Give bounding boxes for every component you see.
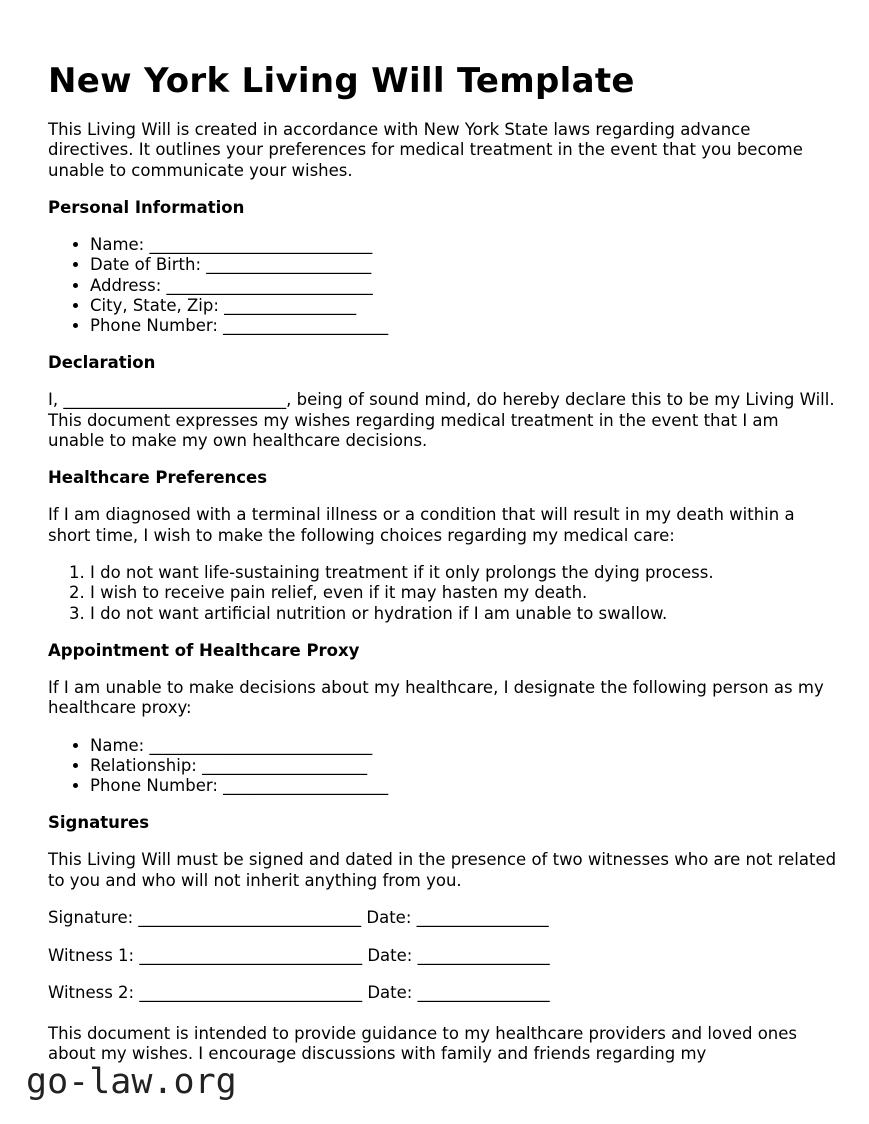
document-page bbox=[48, 58, 838, 1003]
declaration-paragraph: I, ___________________________, being of sound mind, do hereby declare this to be my Living Will. This document expresses my wishes regarding medical treatment in the event that I am unable to make my own healthcare decisions. bbox=[48, 390, 835, 451]
list-item: • City, State, Zip: ________________ bbox=[90, 296, 838, 316]
signatures-paragraph: This Living Will must be signed and dated in the presence of two witnesses who are not related to you and who will not inherit anything from you. bbox=[48, 850, 837, 890]
list-item: • Relationship: ____________________ bbox=[90, 756, 838, 776]
closing-paragraph: This document is intended to provide guidance to my healthcare providers and loved ones about my wishes. I encourage discussions with family and friends regarding my bbox=[48, 1024, 798, 1064]
proxy-paragraph: If I am unable to make decisions about my healthcare, I designate the following person as my healthcare proxy: bbox=[48, 677, 824, 718]
intro-paragraph: This Living Will is created in accordance with New York State laws regarding advance directives. It outlines your preferences for medical treatment in the event that you become unable to communicate your wishes. bbox=[48, 120, 803, 180]
page-title: New York Living Will Template bbox=[48, 61, 635, 101]
personal-info-list bbox=[48, 235, 838, 336]
signatures-heading: Signatures bbox=[48, 813, 150, 833]
preferences-heading: Healthcare Preferences bbox=[48, 468, 268, 488]
list-item: 3. I do not want artificial nutrition or hydration if I am unable to swallow. bbox=[90, 604, 838, 624]
list-item: • Name: ___________________________ bbox=[90, 235, 838, 255]
personal-info-heading: Personal Information bbox=[48, 198, 245, 218]
list-item: • Address: _________________________ bbox=[90, 276, 838, 296]
preferences-paragraph: If I am diagnosed with a terminal illness or a condition that will result in my death within a short time, I wish to make the following choices regarding my medical care: bbox=[48, 505, 795, 545]
list-item: • Date of Birth: ____________________ bbox=[90, 255, 838, 275]
list-item: • Phone Number: ____________________ bbox=[90, 316, 838, 336]
signature-line: Signature: ___________________________ Date: ________________ bbox=[48, 908, 549, 928]
preferences-list bbox=[48, 563, 838, 624]
declaration-heading: Declaration bbox=[48, 353, 156, 373]
witness-1-line: Witness 1: ___________________________ Date: ________________ bbox=[48, 945, 550, 965]
list-item: • Name: ___________________________ bbox=[90, 736, 838, 756]
list-item: 2. I wish to receive pain relief, even if it may hasten my death. bbox=[90, 583, 838, 603]
proxy-heading: Appointment of Healthcare Proxy bbox=[48, 640, 360, 660]
witness-2-line: Witness 2: ___________________________ Date: ________________ bbox=[48, 982, 550, 1002]
list-item: 1. I do not want life-sustaining treatment if it only prolongs the dying process. bbox=[90, 563, 838, 583]
watermark: go-law.org bbox=[26, 1062, 237, 1102]
proxy-list bbox=[48, 736, 838, 797]
list-item: • Phone Number: ____________________ bbox=[90, 776, 838, 796]
